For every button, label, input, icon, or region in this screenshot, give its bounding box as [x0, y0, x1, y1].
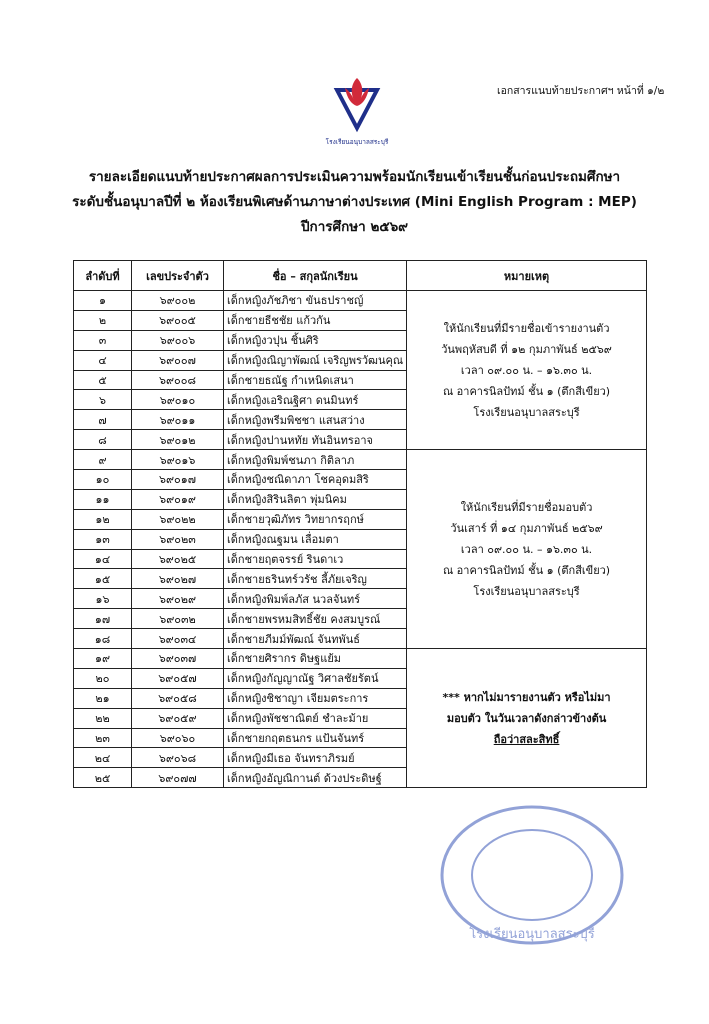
table-row: [74, 291, 647, 311]
row-number: ๒๐: [74, 668, 132, 688]
remark-line: วันพฤหัสบดี ที่ ๑๒ กุมภาพันธ์ ๒๕๖๙: [441, 342, 612, 356]
row-number: ๗: [74, 410, 132, 430]
student-id: ๖๙๐๖๘: [132, 748, 224, 768]
title-line-2: ระดับชั้นอนุบาลปีที่ ๒ ห้องเรียนพิเศษด้านภาษาต่างประเทศ (Mini English Program : MEP): [72, 194, 637, 210]
row-number: ๑๗: [74, 609, 132, 629]
remark-line: เวลา ๐๙.๐๐ น. – ๑๖.๓๐ น.: [460, 542, 593, 556]
row-number: ๑๖: [74, 589, 132, 609]
student-table: [73, 260, 647, 788]
student-name: เด็กหญิงพรีมพิชชา แสนสว่าง: [224, 410, 407, 430]
header-no: ลำดับที่: [74, 261, 132, 291]
remark-line: ให้นักเรียนที่มีรายชื่อมอบตัว: [460, 500, 593, 514]
remark-line: โรงเรียนอนุบาลสระบุรี: [473, 405, 580, 419]
student-id: ๖๙๐๑๐: [132, 390, 224, 410]
student-id: ๖๙๐๐๘: [132, 370, 224, 390]
student-name: เด็กชายฤตจรรย์ รินดาเว: [224, 549, 407, 569]
student-name: เด็กชายวุฒิภัทร วิทยากรฤกษ์: [224, 509, 407, 529]
student-id: ๖๙๐๕๗: [132, 668, 224, 688]
table-row: [74, 450, 647, 470]
student-name: เด็กชายธณัฐ กำเหนิดเสนา: [224, 370, 407, 390]
student-name: เด็กหญิงชิชาญา เจียมตระการ: [224, 688, 407, 708]
student-name: เด็กหญิงมีเธอ จันทราภิรมย์: [224, 748, 407, 768]
student-name: เด็กหญิงพิมพ์ลภัส นวลจันทร์: [224, 589, 407, 609]
student-name: เด็กชายพรหมสิทธิ์ชัย คงสมบูรณ์: [224, 609, 407, 629]
student-name: เด็กชายธีชชัย แก้วกัน: [224, 310, 407, 330]
remark-line: โรงเรียนอนุบาลสระบุรี: [473, 584, 580, 598]
student-name: เด็กชายกฤตธนกร แป้นจันทร์: [224, 728, 407, 748]
student-id: ๖๙๐๐๖: [132, 330, 224, 350]
row-number: ๑๔: [74, 549, 132, 569]
row-number: ๖: [74, 390, 132, 410]
title-line-3: ปีการศึกษา ๒๕๖๙: [300, 219, 409, 235]
remark-line: มอบตัว ในวันเวลาดังกล่าวข้างต้น: [446, 711, 607, 725]
student-name: เด็กหญิงภัชภิชา ขันธปราชญ์: [224, 291, 407, 311]
row-number: ๑๙: [74, 649, 132, 669]
header-id: เลขประจำตัว: [132, 261, 224, 291]
student-id: ๖๙๐๖๐: [132, 728, 224, 748]
student-id: ๖๙๐๒๗: [132, 569, 224, 589]
student-id: ๖๙๐๕๘: [132, 688, 224, 708]
row-number: ๒๔: [74, 748, 132, 768]
student-id: ๖๙๐๒๕: [132, 549, 224, 569]
row-number: ๓: [74, 330, 132, 350]
remark-line: เวลา ๐๙.๐๐ น. – ๑๖.๓๐ น.: [460, 363, 593, 377]
student-name: เด็กหญิงสิรินลิตา พุ่มนิคม: [224, 489, 407, 509]
header-remark: หมายเหตุ: [407, 261, 647, 291]
table-row: [74, 649, 647, 669]
student-id: ๖๙๐๑๑: [132, 410, 224, 430]
row-number: ๒: [74, 310, 132, 330]
student-id: ๖๙๐๒๒: [132, 509, 224, 529]
logo-text: โรงเรียนอนุบาลสระบุรี: [325, 138, 389, 146]
row-number: ๒๓: [74, 728, 132, 748]
student-name: เด็กชายธรินทร์วรัช ลี้ภัยเจริญ: [224, 569, 407, 589]
student-name: เด็กหญิงวปุน ชิ้นศิริ: [224, 330, 407, 350]
header-name: ชื่อ – สกุลนักเรียน: [224, 261, 407, 291]
student-name: เด็กหญิงณิญาพัฒณ์ เจริญพรวัฒนคุณ: [224, 350, 407, 370]
row-number: ๑: [74, 291, 132, 311]
remark-line: ณ อาคารนิลปัทม์ ชั้น ๑ (ตึกสีเขียว): [442, 384, 611, 398]
student-id: ๖๙๐๑๖: [132, 450, 224, 470]
student-name: เด็กหญิงกัญญาณัฐ วิศาลชัยรัตน์: [224, 668, 407, 688]
doc-reference: เอกสารแนบท้ายประกาศฯ หน้าที่ ๑/๒: [497, 85, 665, 97]
title-line-1: รายละเอียดแนบท้ายประกาศผลการประเมินความพร้อมนักเรียนเข้าเรียนชั้นก่อนประถมศึกษา: [88, 169, 621, 185]
student-id: ๖๙๐๓๔: [132, 629, 224, 649]
remark-line: วันเสาร์ ที่ ๑๔ กุมภาพันธ์ ๒๕๖๙: [450, 521, 603, 535]
row-number: ๒๕: [74, 768, 132, 788]
student-name: เด็กหญิงเอริณฐิศา ดนมินทร์: [224, 390, 407, 410]
row-number: ๑๐: [74, 470, 132, 490]
student-id: ๖๙๐๓๗: [132, 649, 224, 669]
remark-line: ณ อาคารนิลปัทม์ ชั้น ๑ (ตึกสีเขียว): [442, 563, 611, 577]
student-name: เด็กหญิงอัญณิกานต์ ด้วงประดิษฐ์: [224, 768, 407, 788]
student-name: เด็กหญิงพิมพ์ชนภา กิติลาภ: [224, 450, 407, 470]
student-id: ๖๙๐๐๕: [132, 310, 224, 330]
row-number: ๘: [74, 430, 132, 450]
student-id: ๖๙๐๓๒: [132, 609, 224, 629]
student-id: ๖๙๐๑๗: [132, 470, 224, 490]
student-id: ๖๙๐๐๗: [132, 350, 224, 370]
student-id: ๖๙๐๕๙: [132, 708, 224, 728]
student-name: เด็กหญิงพัชชาณิตย์ ชำละม้าย: [224, 708, 407, 728]
remark-note-3: [407, 649, 647, 788]
student-name: เด็กชายศิรากร ดิษฐแย้ม: [224, 649, 407, 669]
stamp-text: โรงเรียนอนุบาลสระบุรี: [469, 927, 595, 942]
row-number: ๑๒: [74, 509, 132, 529]
remark-line: *** หากไม่มารายงานตัว หรือไม่มา: [442, 690, 611, 704]
student-id: ๖๙๐๗๗: [132, 768, 224, 788]
row-number: ๑๑: [74, 489, 132, 509]
student-name: เด็กหญิงปานหทัย ทันอินทรอาจ: [224, 430, 407, 450]
row-number: ๑๘: [74, 629, 132, 649]
row-number: ๕: [74, 370, 132, 390]
table-header-row: [74, 261, 647, 291]
student-name: เด็กหญิงชณิดาภา โชคอุดมสิริ: [224, 470, 407, 490]
remark-line: ถือว่าสละสิทธิ์: [493, 732, 560, 746]
row-number: ๒๑: [74, 688, 132, 708]
school-logo: [325, 72, 389, 152]
row-number: ๒๒: [74, 708, 132, 728]
student-id: ๖๙๐๑๙: [132, 489, 224, 509]
student-name: เด็กชายภีมม์พัฒณ์ จันทพันธ์: [224, 629, 407, 649]
student-name: เด็กหญิงณฐมน เลื่อมตา: [224, 529, 407, 549]
student-id: ๖๙๐๑๒: [132, 430, 224, 450]
remark-note-1: [407, 291, 647, 450]
student-id: ๖๙๐๒๙: [132, 589, 224, 609]
remark-line: ให้นักเรียนที่มีรายชื่อเข้ารายงานตัว: [443, 321, 610, 335]
student-id: ๖๙๐๒๓: [132, 529, 224, 549]
student-id: ๖๙๐๐๒: [132, 291, 224, 311]
row-number: ๙: [74, 450, 132, 470]
remark-note-2: [407, 450, 647, 649]
school-stamp: [432, 800, 632, 950]
row-number: ๑๕: [74, 569, 132, 589]
row-number: ๑๓: [74, 529, 132, 549]
row-number: ๔: [74, 350, 132, 370]
